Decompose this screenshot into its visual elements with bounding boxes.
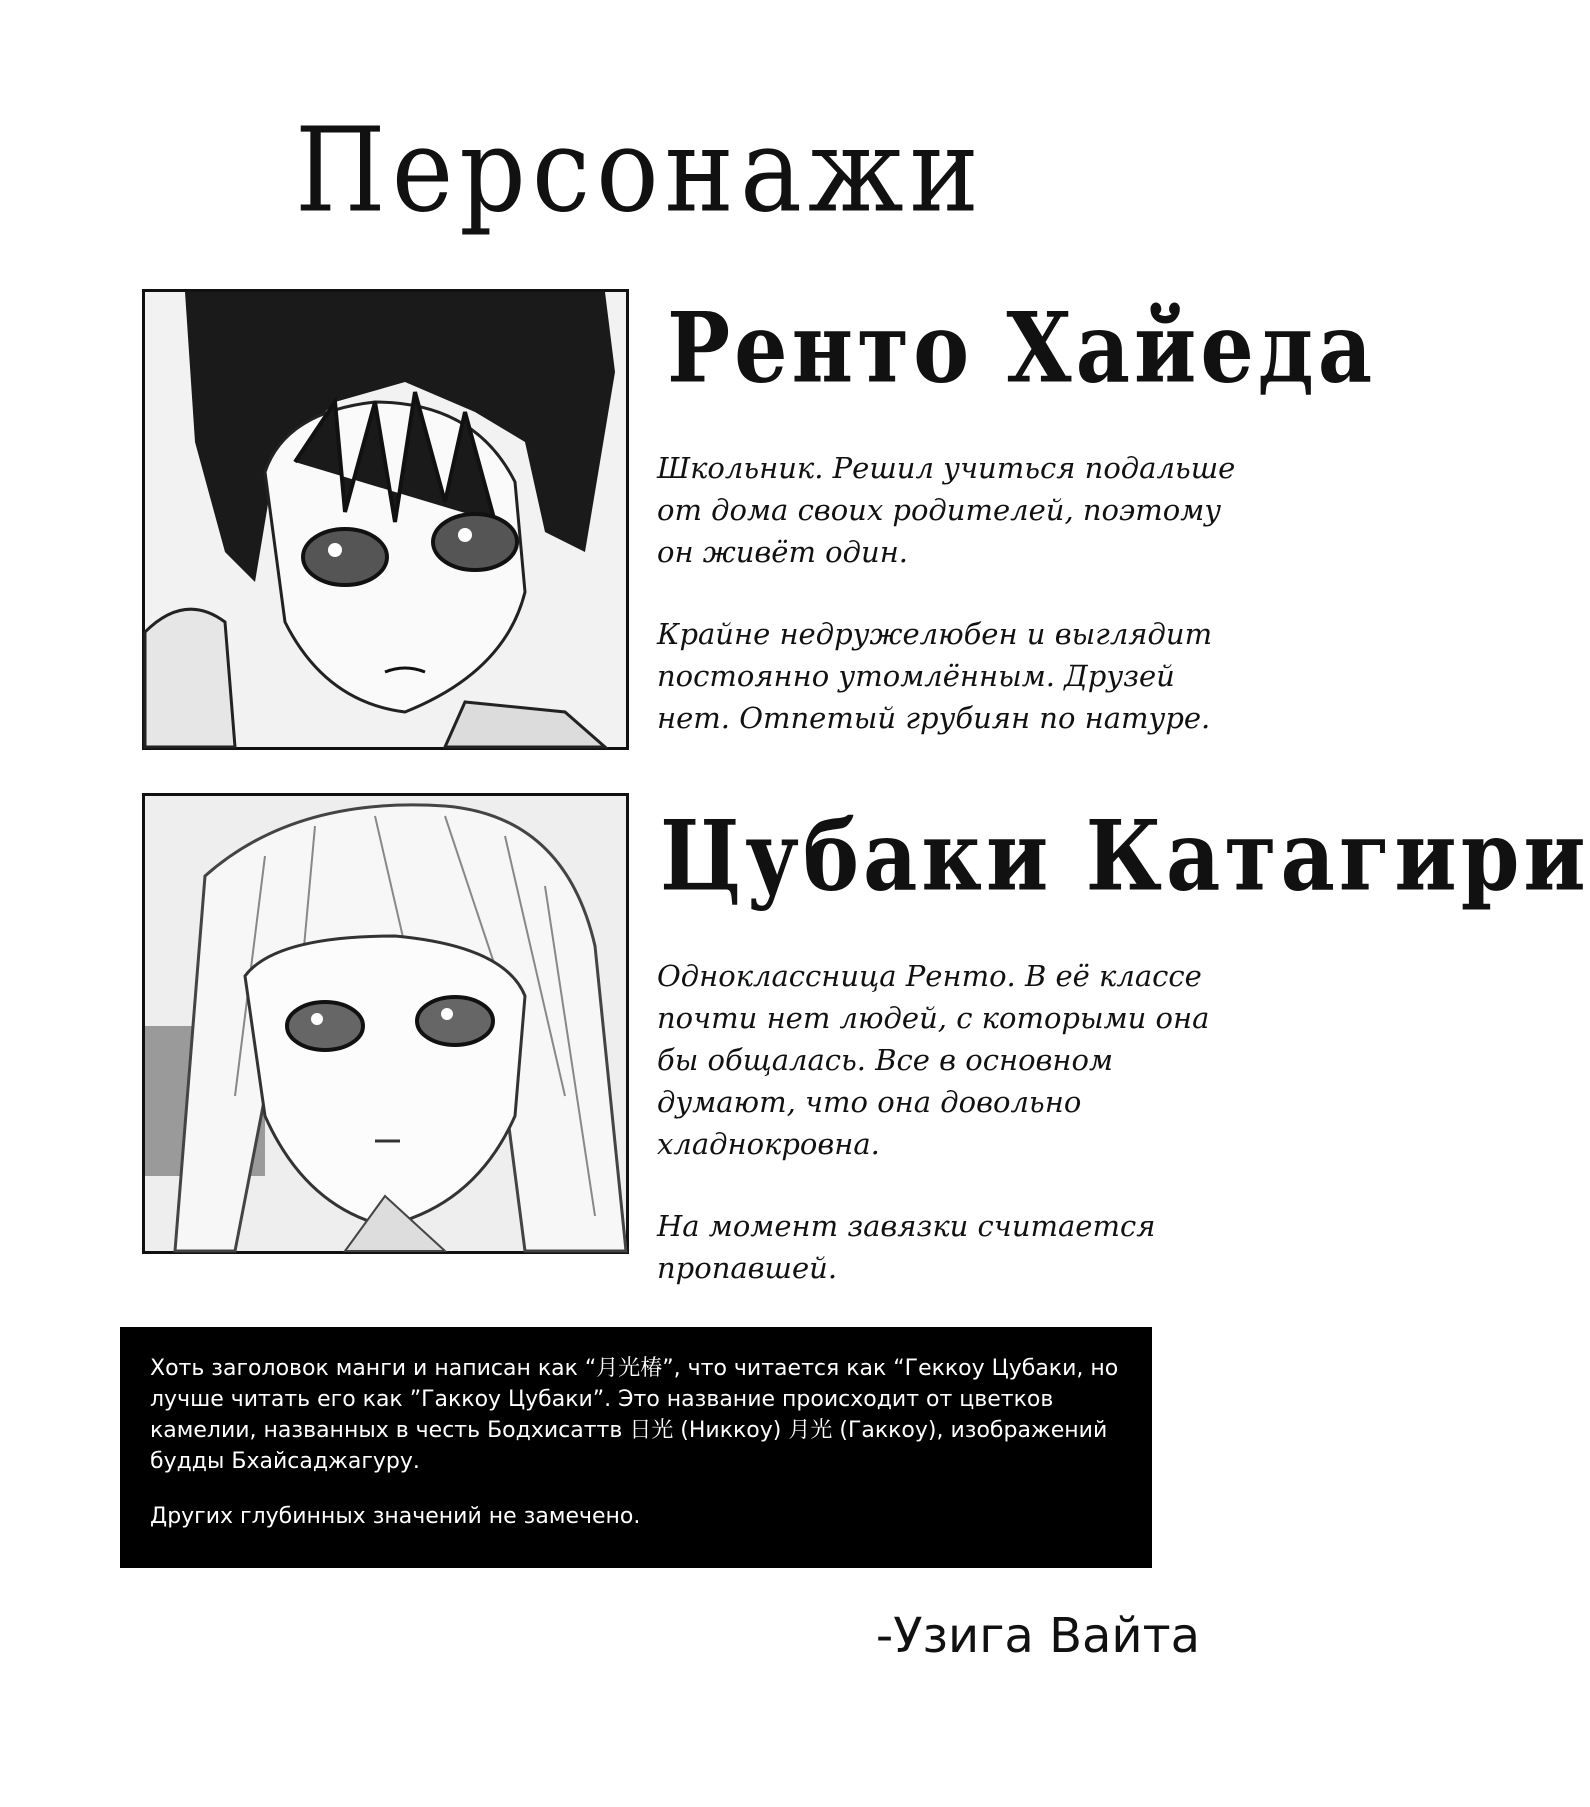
description-paragraph: Крайне недружелюбен и выглядит постоянно утомлённым. Друзей нет. Отпетый грубиян по натуре. <box>657 617 1213 735</box>
translator-signature: -Узига Вайта <box>875 1608 1200 1664</box>
rento-illustration <box>145 292 626 747</box>
tsubaki-illustration <box>145 796 626 1251</box>
character-description-tsubaki <box>657 955 1257 1329</box>
character-name-tsubaki: Цубаки Катагири <box>660 798 1590 913</box>
note-paragraph: Других глубинных значений не замечено. <box>150 1504 641 1529</box>
description-paragraph: Школьник. Решил учиться подальше от дома своих родителей, поэтому он живёт один. <box>657 451 1236 569</box>
translator-note <box>120 1327 1152 1568</box>
description-paragraph: Одноклассница Ренто. В её классе почти нет людей, с которыми она бы общалась. Все в основном думают, что она довольно хладнокровна. <box>657 959 1210 1161</box>
character-portrait-tsubaki <box>142 793 629 1254</box>
character-name-rento: Ренто Хайеда <box>667 290 1377 405</box>
description-paragraph: На момент завязки считается пропавшей. <box>657 1209 1156 1285</box>
character-description-rento <box>657 447 1247 779</box>
note-paragraph: Хоть заголовок манги и написан как “月光椿”, что читается как “Геккоу Цубаки, но лучше читать его как ”Гаккоу Цубаки”. Это название происходит от цветков камелии, названных в честь Бодхисаттв 日光 (Никкоу) 月光 (Гаккоу), изображений будды Бхайсаджагуру. <box>150 1356 1119 1474</box>
page-title: Персонажи <box>295 101 985 239</box>
character-portrait-rento <box>142 289 629 750</box>
